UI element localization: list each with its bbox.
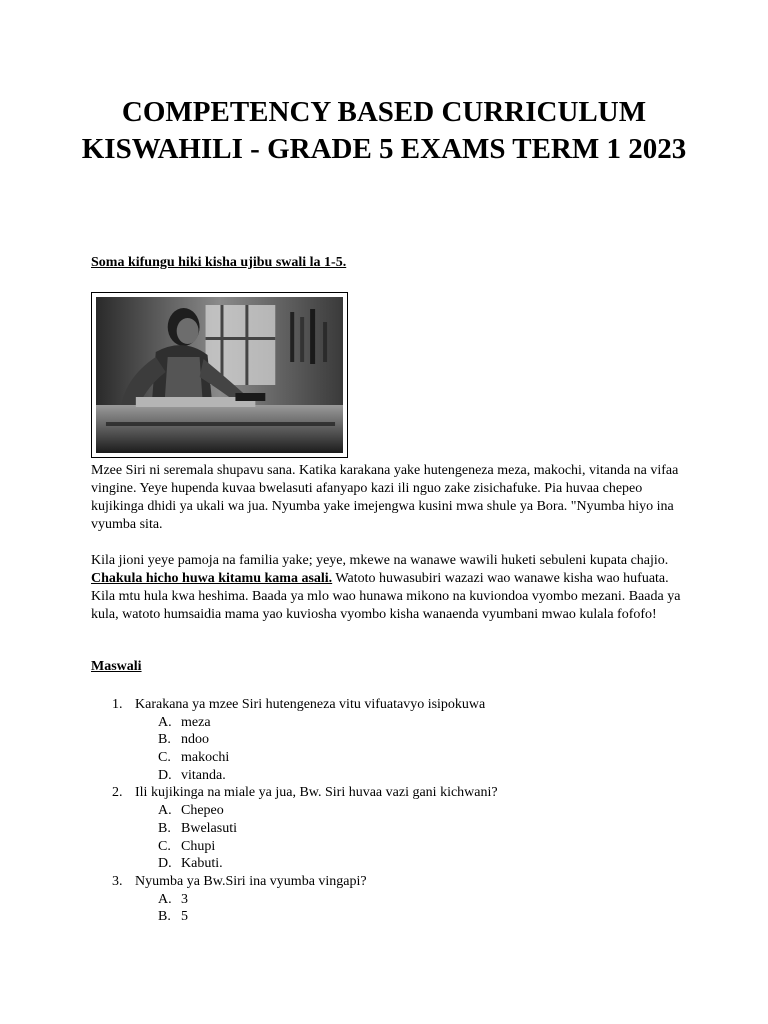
emphasized-sentence: Chakula hicho huwa kitamu kama asali.: [91, 571, 333, 586]
passage-paragraph-1: Mzee Siri ni seremala shupavu sana. Katika karakana yake hutengeneza meza, makochi, vitanda na vifaa vingine. Yeye hupenda kuvaa bwelasuti afanyapo kazi ili nguo zake zisichafuke. Pia huvaa chepeo kujikinga dhidi ya ukali wa jua. Nyumba yake imejengwa kusini mwa shule ya Bora. "Nyumba hiyo ina vyumba sita.: [91, 463, 679, 532]
carpenter-illustration: [96, 297, 343, 453]
answer-option: [91, 731, 691, 749]
answer-option: [91, 714, 691, 732]
option-letter: B.: [158, 909, 171, 925]
option-text: vitanda.: [181, 767, 226, 783]
carpenter-photo: [91, 292, 348, 458]
option-text: Chupi: [181, 838, 216, 854]
question-list: [91, 696, 691, 926]
question-text: Ili kujikinga na miale ya jua, Bw. Siri huvaa vazi gani kichwani?: [135, 785, 498, 801]
option-letter: A.: [158, 803, 172, 819]
option-letter: D.: [158, 856, 172, 872]
option-text: 5: [181, 909, 188, 925]
question-number: 1.: [112, 697, 123, 712]
question-item: [91, 696, 691, 714]
questions-heading: Maswali: [91, 659, 142, 674]
option-text: 3: [181, 891, 188, 907]
answer-option: [91, 749, 691, 767]
answer-option: [91, 908, 691, 926]
answer-option: [91, 767, 691, 785]
question-number: 2.: [112, 785, 123, 801]
question-text: Nyumba ya Bw.Siri ina vyumba vingapi?: [135, 873, 367, 889]
option-text: Bwelasuti: [181, 820, 237, 836]
option-letter: A.: [158, 714, 172, 730]
answer-option: [91, 891, 691, 909]
option-text: Chepeo: [181, 803, 224, 819]
question-text: Karakana ya mzee Siri hutengeneza vitu vifuatavyo isipokuwa: [135, 697, 486, 712]
option-letter: B.: [158, 732, 171, 748]
option-letter: C.: [158, 838, 171, 854]
option-text: meza: [181, 714, 211, 730]
paragraph-2-text-start: Kila jioni yeye pamoja na familia yake; yeye, mkewe na wanawe wawili huketi sebuleni kupata chajio.: [91, 553, 669, 568]
paragraph-2-text-end: Watoto huwasubiri wazazi wao wanawe kisha wao hufuata. Kila mtu hula kwa heshima. Baada ya mlo wao hunawa mikono na kuviondoa vyombo mezani. Baada ya kula, watoto humsaidia mama yao kuviosha vyombo kisha wanaenda vyumbani mwao kulala fofofo!: [91, 571, 681, 622]
option-letter: D.: [158, 767, 172, 783]
option-letter: B.: [158, 820, 171, 836]
option-letter: A.: [158, 891, 172, 907]
page-title: COMPETENCY BASED CURRICULUM KISWAHILI - GRADE 5 EXAMS TERM 1 2023: [81, 96, 687, 165]
answer-option: [91, 855, 691, 873]
answer-option: [91, 838, 691, 856]
reading-instruction: Soma kifungu hiki kisha ujibu swali la 1-5.: [91, 255, 347, 270]
option-letter: C.: [158, 750, 171, 766]
passage-paragraph-2: [91, 552, 691, 624]
question-item: [91, 784, 691, 802]
option-text: ndoo: [181, 732, 209, 748]
option-text: Kabuti.: [181, 856, 223, 872]
question-number: 3.: [112, 873, 123, 889]
answer-option: [91, 820, 691, 838]
option-text: makochi: [181, 750, 230, 766]
answer-option: [91, 802, 691, 820]
question-item: [91, 873, 691, 891]
